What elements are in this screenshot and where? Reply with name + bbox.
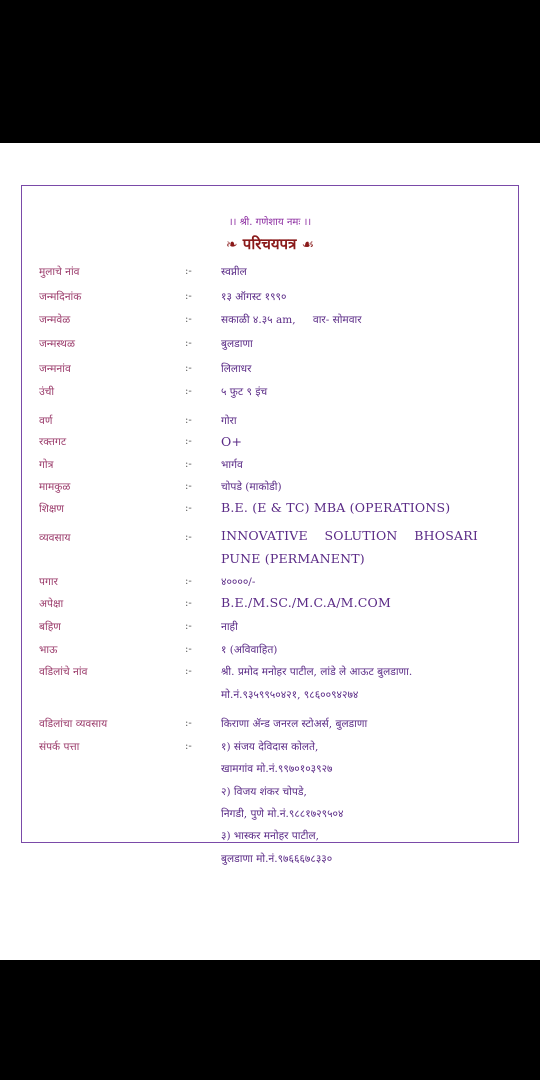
separator: :- (185, 436, 192, 447)
complexion-label: वर्ण (39, 415, 53, 427)
salary-label: पगार (39, 576, 58, 588)
name-value: स्वप्नील (221, 266, 247, 278)
birth-place-label: जन्मस्थळ (39, 338, 75, 350)
mamkul-value: चोपडे (माकोडी) (221, 481, 282, 493)
father-name-value: श्री. प्रमोद मनोहर पाटील, लांडे ले आऊट बुलडाणा. (221, 666, 413, 678)
separator: :- (185, 598, 192, 609)
salary-value: ४००००/- (221, 576, 256, 588)
father-name-label: वडिलांचे नांव (39, 666, 88, 678)
separator: :- (185, 481, 192, 492)
contact-line: निगडी, पुणे मो.नं.९८८१७२९५०४ (221, 808, 344, 820)
name-label: मुलाचे नांव (39, 266, 80, 278)
brother-label: भाऊ (39, 644, 58, 656)
page-title (0, 234, 540, 254)
gotra-label: गोत्र (39, 459, 54, 471)
separator: :- (185, 363, 192, 374)
contact-line: ३) भास्कर मनोहर पाटील, (221, 830, 319, 842)
occupation-word: INNOVATIVE (221, 528, 308, 543)
education-label: शिक्षण (39, 503, 64, 515)
separator: :- (185, 666, 192, 677)
complexion-value: गोरा (221, 415, 237, 427)
contact-line: १) संजय देविदास कोलते, (221, 741, 319, 753)
education-value: B.E. (E & TC) MBA (OPERATIONS) (221, 500, 451, 515)
separator: :- (185, 314, 192, 325)
occupation-value (221, 528, 478, 543)
separator: :- (185, 621, 192, 632)
separator: :- (185, 576, 192, 587)
father-business-label: वडिलांचा व्यवसाय (39, 718, 108, 730)
separator: :- (185, 386, 192, 397)
father-business-value: किराणा ॲन्ड जनरल स्टोअर्स, बुलडाणा (221, 718, 368, 730)
blood-group-value: O+ (221, 434, 243, 449)
invocation: ।। श्री. गणेशाय नमः ।। (228, 217, 312, 228)
birth-time-value (221, 313, 362, 327)
brother-value: १ (अविवाहित) (221, 644, 278, 656)
birth-time-label: जन्मवेळ (39, 314, 71, 326)
separator: :- (185, 459, 192, 470)
occupation-value-line2: PUNE (PERMANENT) (221, 551, 365, 566)
ornament-right-icon: ☙ (301, 237, 315, 253)
contact-label: संपर्क पत्ता (39, 741, 80, 753)
separator: :- (185, 503, 192, 514)
mamkul-label: मामकुळ (39, 481, 71, 493)
separator: :- (185, 644, 192, 655)
height-value: ५ फुट ९ इंच (221, 386, 268, 398)
ornament-left-icon: ❧ (225, 237, 238, 253)
contact-line: खामगांव मो.नं.९९७०१०३९२७ (221, 763, 333, 775)
height-label: उंची (39, 386, 55, 398)
dob-label: जन्मदिनांक (39, 291, 82, 303)
birth-name-value: लिलाधर (221, 363, 252, 375)
dob-value: १३ ऑगस्ट १९९० (221, 291, 287, 303)
gotra-value: भार्गव (221, 459, 243, 471)
sister-value: नाही (221, 621, 238, 633)
separator: :- (185, 532, 192, 543)
birth-day-text: वार- सोमवार (312, 314, 362, 326)
contact-line: २) विजय शंकर चोपडे, (221, 786, 307, 798)
father-phone-value: मो.नं.९३५९९५०४२१, ९८६००९४२७४ (221, 689, 359, 701)
separator: :- (185, 415, 192, 426)
separator: :- (185, 291, 192, 302)
birth-time-text: सकाळी ४.३५ am, (221, 314, 296, 326)
occupation-word: BHOSARI (414, 528, 478, 543)
occupation-word: SOLUTION (324, 528, 398, 543)
birth-place-value: बुलडाणा (221, 338, 253, 350)
separator: :- (185, 338, 192, 349)
title-text: परिचयपत्र (242, 235, 297, 253)
separator: :- (185, 266, 192, 277)
contact-line: बुलडाणा मो.नं.९७६६६७८३३० (221, 853, 333, 865)
sister-label: बहिण (39, 621, 61, 633)
birth-name-label: जन्मनांव (39, 363, 71, 375)
separator: :- (185, 741, 192, 752)
expectation-value: B.E./M.SC./M.C.A/M.COM (221, 595, 391, 610)
expectation-label: अपेक्षा (39, 598, 64, 610)
separator: :- (185, 718, 192, 729)
occupation-label: व्यवसाय (39, 532, 71, 544)
blood-group-label: रक्तगट (39, 436, 67, 448)
